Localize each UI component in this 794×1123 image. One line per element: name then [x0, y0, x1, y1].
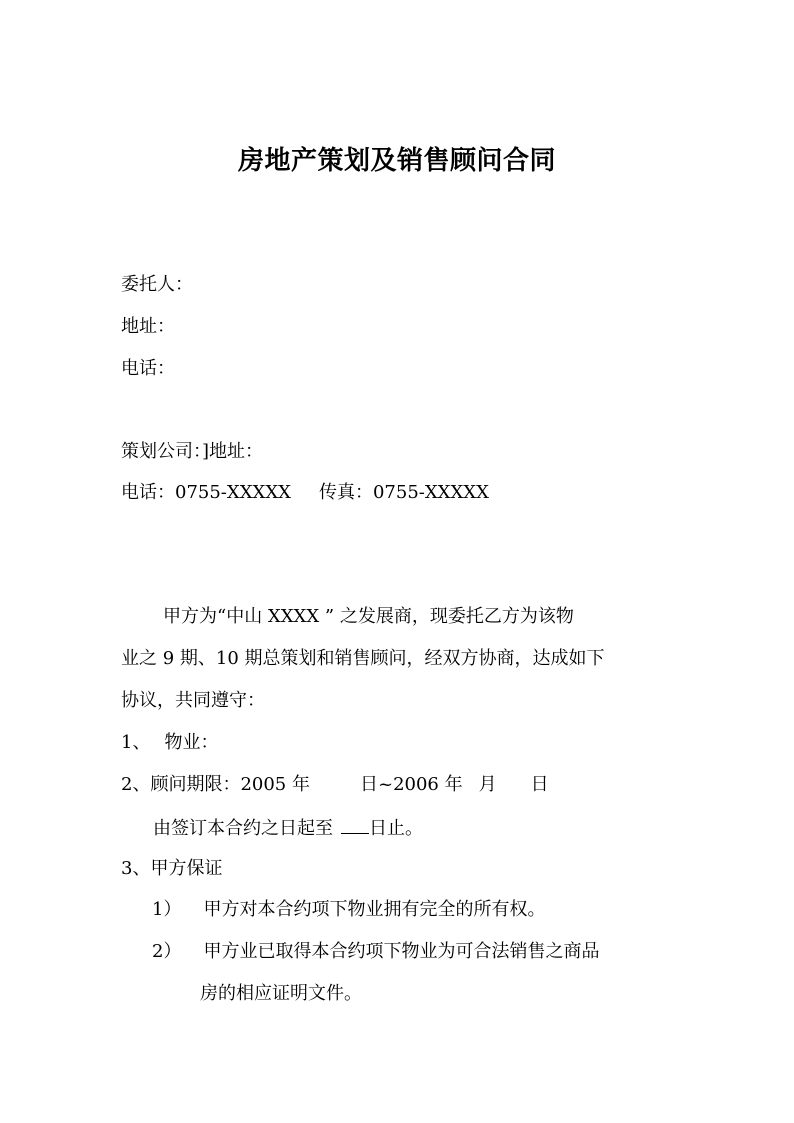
clause-2-end-day: 日	[530, 774, 549, 795]
clause-3-item-1-number: 1）	[152, 899, 182, 920]
clause-2-sub-start: 由签订本合约之日起至	[153, 818, 333, 839]
client-address-label: 地址：	[121, 316, 175, 337]
document-title: 房地产策划及销售顾问合同	[237, 146, 556, 176]
planner-contact-line	[121, 481, 489, 505]
clause-3-number: 3、	[121, 858, 151, 879]
clause-2-sub-end: 日止。	[369, 818, 423, 839]
planner-phone-value: 0755-XXXXX	[175, 482, 291, 503]
clause-1-number: 1、	[121, 732, 151, 753]
clause-3-item-1	[152, 898, 545, 922]
clause-1	[121, 731, 218, 755]
clause-2-end-month: 月	[478, 774, 497, 795]
blank-underline	[341, 815, 369, 834]
clause-2-start-year: 2005 年	[240, 774, 310, 795]
clause-2-start-day: 日~2006 年	[359, 774, 463, 795]
planner-company-line: 策划公司：]地址：	[121, 441, 264, 462]
clause-3-item-2-number: 2）	[152, 941, 182, 962]
intro-line-2: 业之 9 期、10 期总策划和销售顾问，经双方协商，达成如下	[121, 648, 605, 669]
clause-2-label: 顾问期限：	[150, 774, 241, 795]
clause-1-text: 物业：	[164, 732, 219, 753]
clause-3-text: 甲方保证	[150, 858, 223, 879]
intro-line-3: 协议，共同遵守：	[121, 690, 265, 711]
planner-fax-label: 传真：	[318, 482, 373, 503]
clause-3-item-1-text: 甲方对本合约项下物业拥有完全的所有权。	[203, 899, 546, 920]
clause-3-item-2	[152, 940, 599, 964]
planner-fax-value: 0755-XXXXX	[372, 482, 489, 503]
clause-3-item-2-text: 甲方业已取得本合约项下物业为可合法销售之商品	[203, 941, 600, 962]
clause-3-item-2-continuation: 房的相应证明文件。	[200, 983, 362, 1004]
clause-3	[121, 857, 222, 881]
planner-phone-label: 电话：	[121, 482, 175, 503]
client-label: 委托人：	[121, 274, 193, 295]
clause-2-number: 2、	[121, 774, 151, 795]
clause-2-sub	[153, 815, 423, 841]
intro-line-1: 甲方为“中山 XXXX ” 之发展商，现委托乙方为该物	[163, 606, 574, 627]
client-phone-label: 电话：	[121, 358, 175, 379]
clause-2	[121, 773, 549, 797]
